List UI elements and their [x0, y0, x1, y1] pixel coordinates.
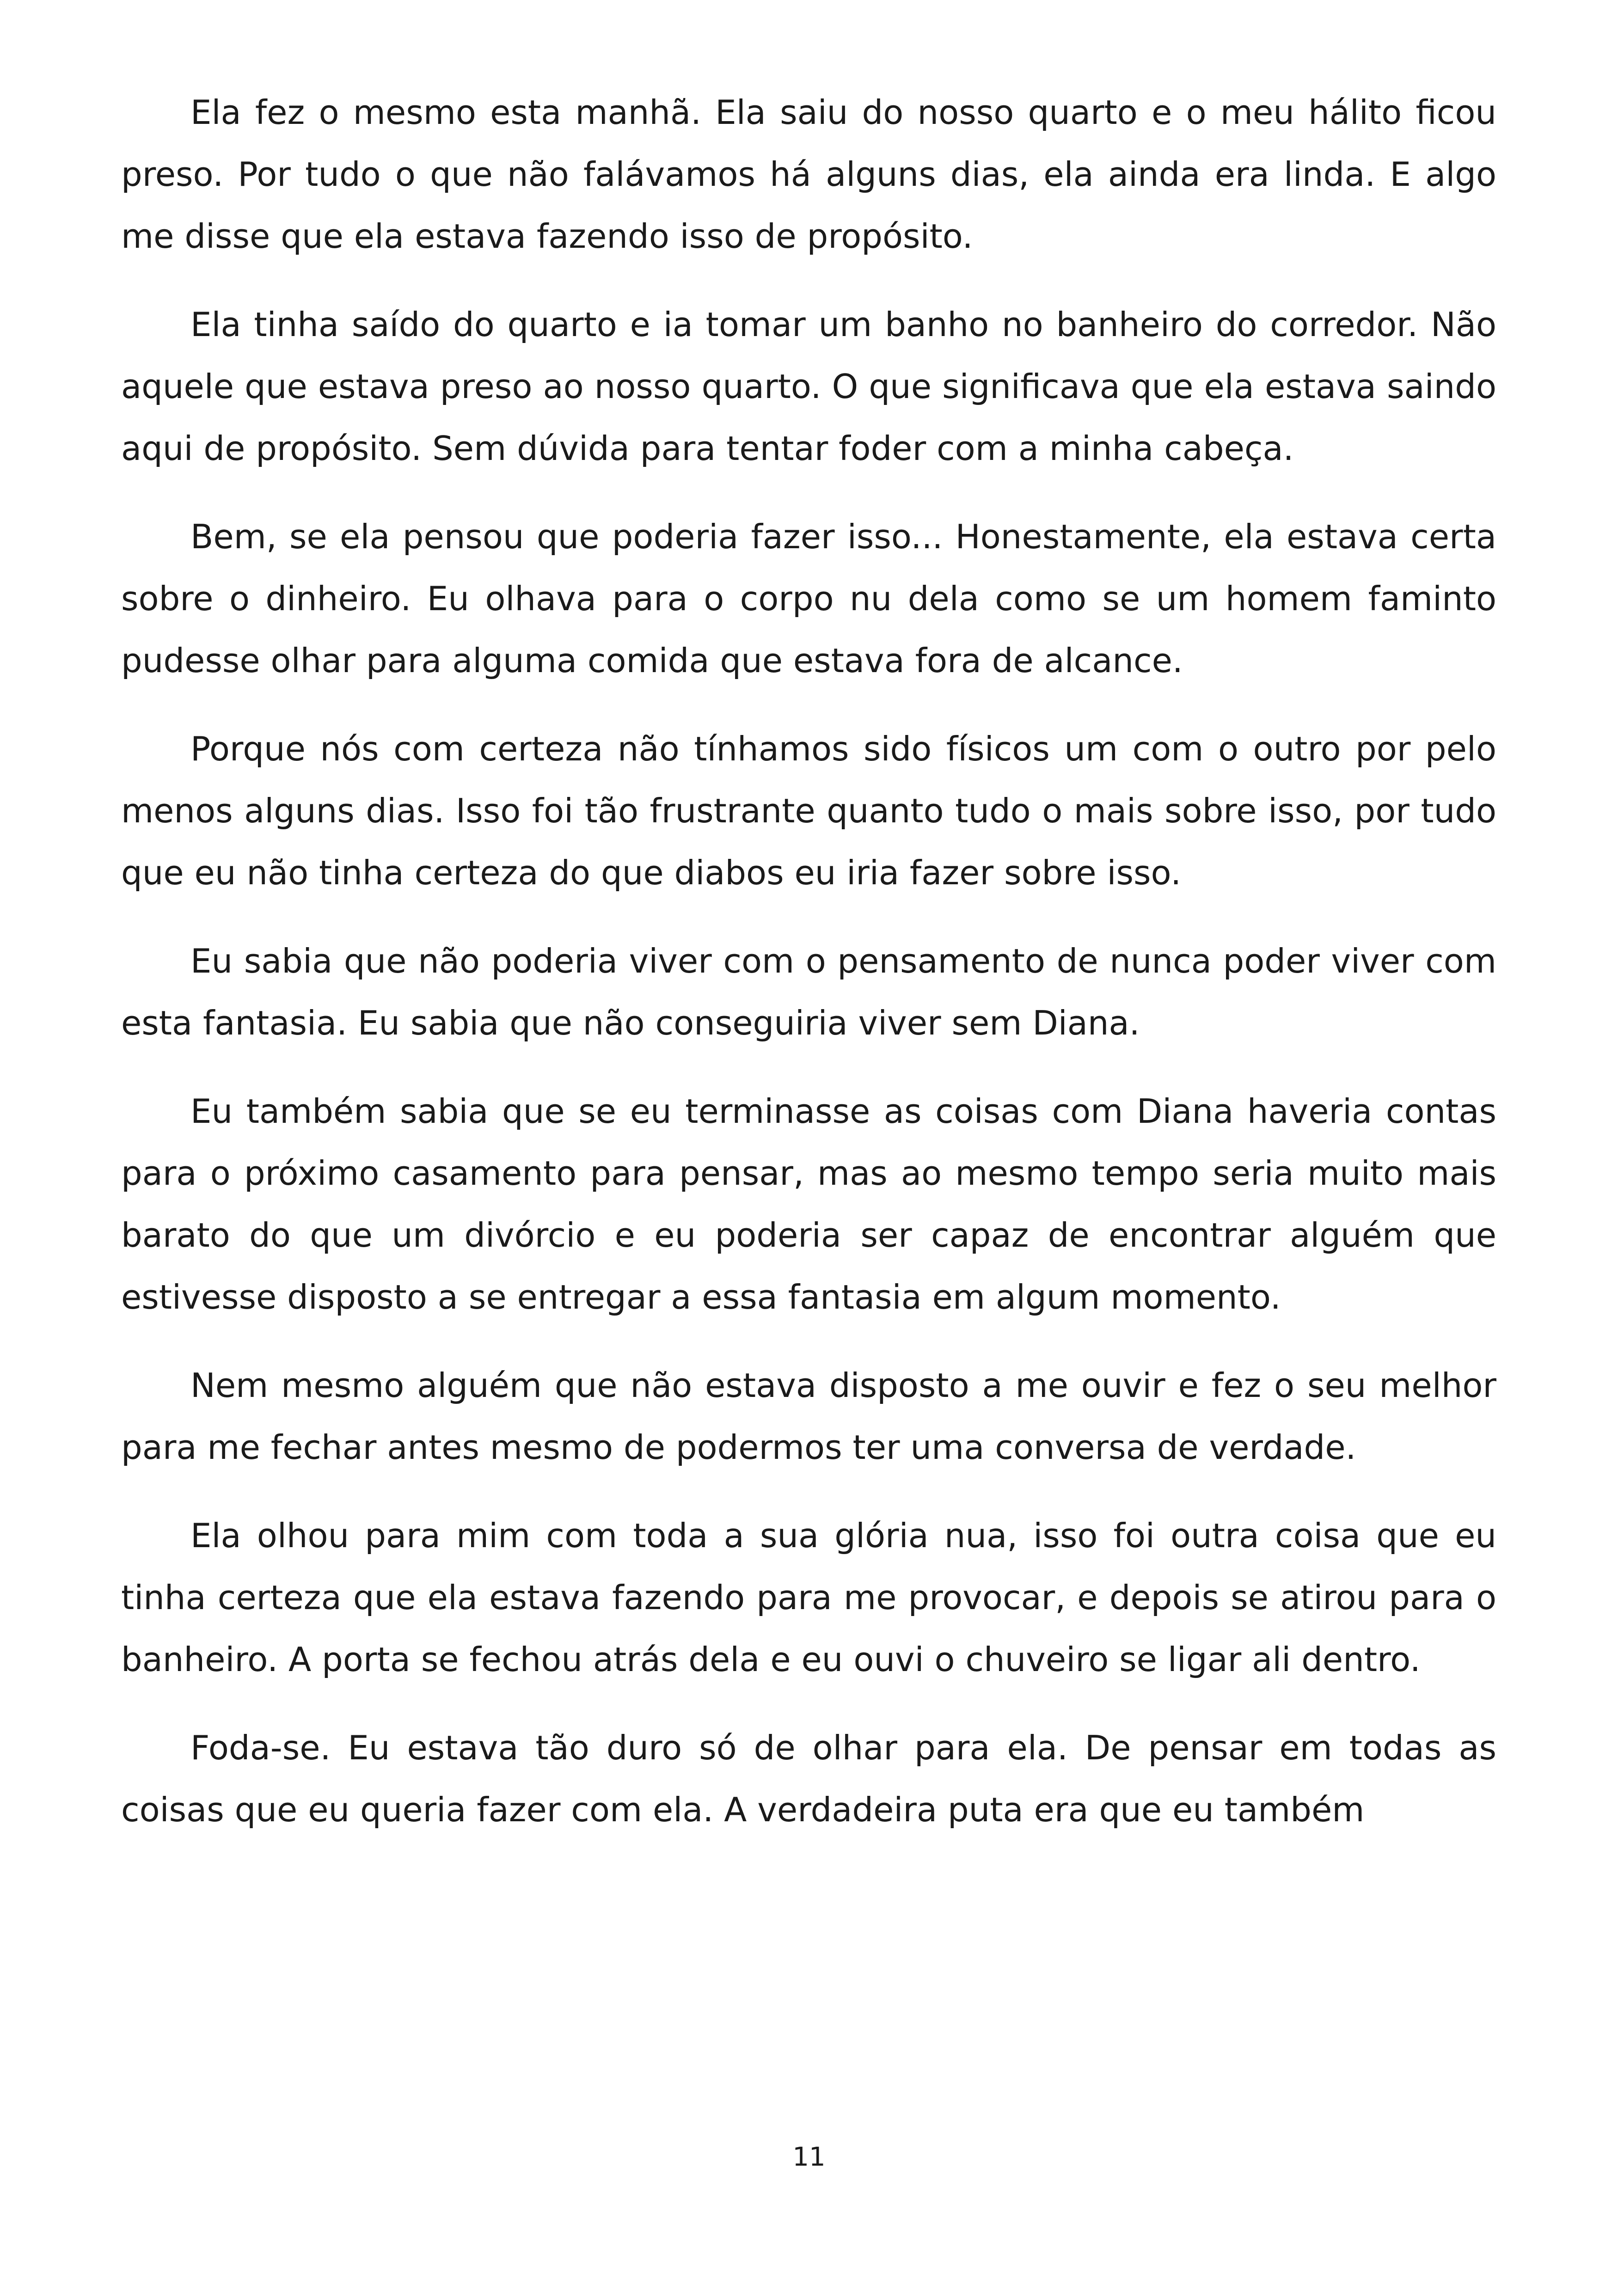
paragraph: Eu também sabia que se eu terminasse as coisas com Diana haveria contas para o próximo casamento para pensar, mas ao mesmo tempo seria muito mais barato do que um divórcio e eu poderia ser capaz de encontrar alguém que estivesse disposto a se entregar a essa fantasia em algum momento.: [121, 1092, 1496, 1316]
paragraph: Porque nós com certeza não tínhamos sido físicos um com o outro por pelo menos alguns dias. Isso foi tão frustrante quanto tudo o mais sobre isso, por tudo que eu não tinha certeza do que diabos eu iria fazer sobre isso.: [121, 729, 1496, 892]
paragraph: Ela olhou para mim com toda a sua glória nua, isso foi outra coisa que eu tinha certeza que ela estava fazendo para me provocar, e depois se atirou para o banheiro. A porta se fechou atrás dela e eu ouvi o chuveiro se ligar ali dentro.: [121, 1516, 1496, 1679]
page-number: 11: [792, 2142, 826, 2172]
paragraph: Eu sabia que não poderia viver com o pensamento de nunca poder viver com esta fantasia. Eu sabia que não conseguiria viver sem Diana.: [121, 942, 1496, 1042]
paragraph: Nem mesmo alguém que não estava disposto a me ouvir e fez o seu melhor para me fechar antes mesmo de podermos ter uma conversa de verdade.: [121, 1366, 1496, 1467]
paragraph: Foda-se. Eu estava tão duro só de olhar para ela. De pensar em todas as coisas que eu queria fazer com ela. A verdadeira puta era que eu também: [121, 1728, 1496, 1829]
body-text: [121, 81, 1496, 1841]
paragraph: Ela tinha saído do quarto e ia tomar um banho no banheiro do corredor. Não aquele que estava preso ao nosso quarto. O que significava que ela estava saindo aqui de propósito. Sem dúvida para tentar foder com a minha cabeça.: [121, 305, 1496, 468]
paragraph: Bem, se ela pensou que poderia fazer isso... Honestamente, ela estava certa sobre o dinheiro. Eu olhava para o corpo nu dela como se um homem faminto pudesse olhar para alguma comida que estava fora de alcance.: [121, 517, 1496, 680]
paragraph: Ela fez o mesmo esta manhã. Ela saiu do nosso quarto e o meu hálito ficou preso. Por tudo o que não falávamos há alguns dias, ela ainda era linda. E algo me disse que ela estava fazendo isso de propósito.: [121, 93, 1496, 256]
